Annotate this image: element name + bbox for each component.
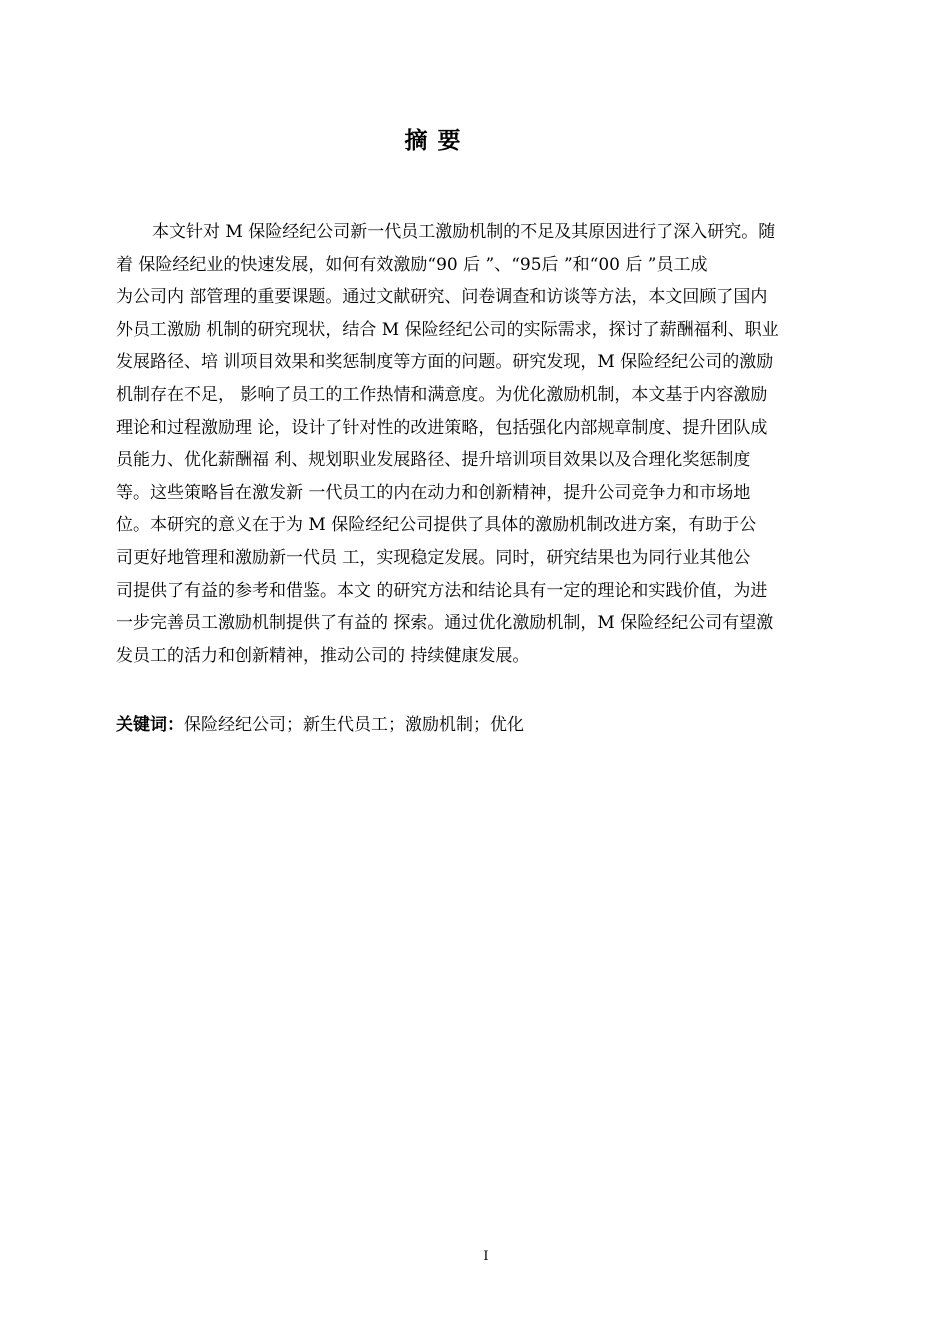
abstract-line: 机制存在不足， 影响了员工的工作热情和满意度。为优化激励机制，本文基于内容激励 [116, 384, 768, 405]
abstract-line: 发员工的活力和创新精神，推动公司的 持续健康发展。 [116, 645, 530, 666]
abstract-line: 位。本研究的意义在于为 M 保险经纪公司提供了具体的激励机制改进方案，有助于公 [116, 515, 757, 536]
abstract-line: 发展路径、培 训项目效果和奖惩制度等方面的问题。研究发现，M 保险经纪公司的激励 [116, 352, 774, 373]
page-title: 摘 要 [404, 128, 462, 154]
abstract-line: 为公司内 部管理的重要课题。通过文献研究、问卷调查和访谈等方法，本文回顾了国内 [116, 287, 768, 308]
abstract-body [116, 216, 856, 672]
abstract-line: 司更好地管理和激励新一代员 工，实现稳定发展。同时，研究结果也为同行业其他公 [116, 547, 751, 568]
abstract-line: 外员工激励 机制的研究现状，结合 M 保险经纪公司的实际需求，探讨了薪酬福利、职业 [116, 319, 779, 340]
abstract-line: 着 保险经纪业的快速发展，如何有效激励“90 后 ”、“95后 ”和“00 后 ”员工成 [116, 254, 708, 275]
page-number: I [483, 1249, 489, 1264]
abstract-line: 本文针对 M 保险经纪公司新一代员工激励机制的不足及其原因进行了深入研究。随 [152, 222, 776, 242]
abstract-line: 司提供了有益的参考和借鉴。本文 的研究方法和结论具有一定的理论和实践价值，为进 [116, 580, 768, 601]
keywords-label: 关键词： [116, 715, 184, 735]
abstract-line: 员能力、优化薪酬福 利、规划职业发展路径、提升培训项目效果以及合理化奖惩制度 [116, 450, 751, 471]
abstract-line: 等。这些策略旨在激发新 一代员工的内在动力和创新精神，提升公司竞争力和市场地 [116, 482, 751, 503]
keywords-text: 保险经纪公司；新生代员工；激励机制；优化 [184, 715, 524, 735]
abstract-line: 一步完善员工激励机制提供了有益的 探索。通过优化激励机制，M 保险经纪公司有望激 [116, 613, 774, 634]
abstract-line: 理论和过程激励理 论，设计了针对性的改进策略，包括强化内部规章制度、提升团队成 [116, 417, 768, 438]
keywords-line [116, 711, 524, 739]
